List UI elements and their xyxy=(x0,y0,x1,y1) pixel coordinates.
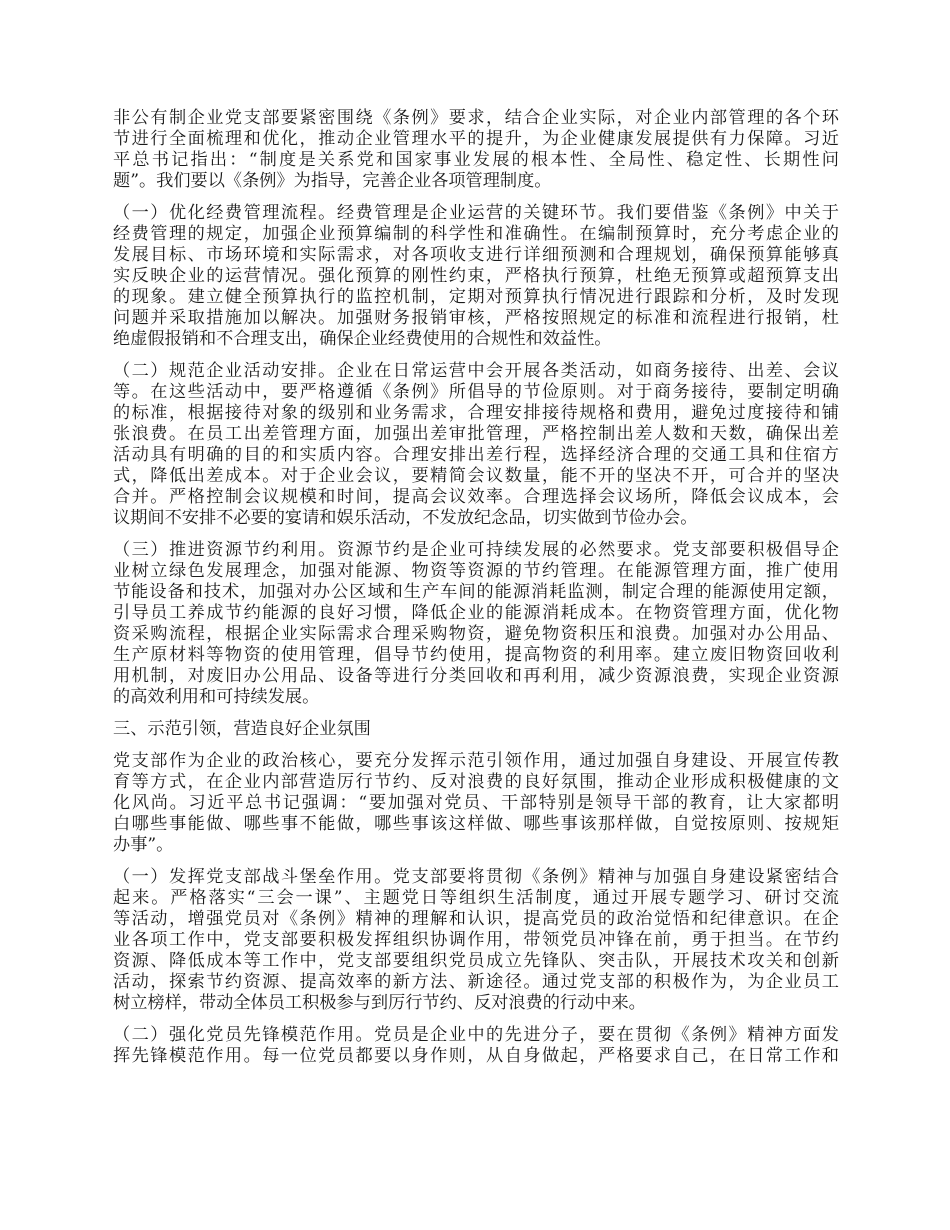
text-line: 实反映企业的运营情况。强化预算的刚性约束，严格执行预算，杜绝无预算或超预算支出 xyxy=(113,266,839,286)
section-heading xyxy=(113,719,839,740)
text-line: 用机制，对废旧办公用品、设备等进行分类回收和再利用，减少资源浪费，实现企业资源 xyxy=(113,666,839,686)
text-line: （一）发挥党支部战斗堡垒作用。党支部要将贯彻《条例》精神与加强自身建设紧密结合 xyxy=(113,867,839,887)
text-line: 引导员工养成节约能源的良好习惯，降低企业的能源消耗成本。在物资管理方面，优化物 xyxy=(113,603,839,623)
text-line: 树立榜样，带动全体员工积极参与到厉行节约、反对浪费的行动中来。 xyxy=(113,993,646,1013)
text-line: 平总书记指出：“制度是关系党和国家事业发展的根本性、全局性、稳定性、长期性问 xyxy=(113,150,839,170)
text-line: 活动，探索节约资源、提高效率的新方法、新途径。通过党支部的积极作为，为企业员工 xyxy=(113,972,839,992)
text-line: 经费管理的规定，加强企业预算编制的科学性和准确性。在编制预算时，充分考虑企业的 xyxy=(113,224,839,244)
text-line: （三）推进资源节约利用。资源节约是企业可持续发展的必然要求。党支部要积极倡导企 xyxy=(113,540,839,560)
text-line: 业树立绿色发展理念，加强对能源、物资等资源的节约管理。在能源管理方面，推广使用 xyxy=(113,561,839,581)
text-line: 发展目标、市场环境和实际需求，对各项收支进行详细预测和合理规划，确保预算能够真 xyxy=(113,245,839,265)
text-line: 绝虚假报销和不合理支出，确保企业经费使用的合规性和效益性。 xyxy=(113,329,612,349)
document-page xyxy=(113,108,839,1078)
text-line: 业各项工作中，党支部要积极发挥组织协调作用，带领党员冲锋在前，勇于担当。在节约 xyxy=(113,930,839,950)
party-branch-role-paragraph xyxy=(113,867,839,1014)
resource-saving-paragraph xyxy=(113,540,839,708)
text-line: 办事”。 xyxy=(113,835,174,855)
text-line: 资采购流程，根据企业实际需求合理采购物资，避免物资积压和浪费。加强对办公用品、 xyxy=(113,624,839,644)
text-line: 挥先锋模范作用。每一位党员都要以身作则，从自身做起，严格要求自己，在日常工作和 xyxy=(113,1046,839,1066)
budget-management-paragraph xyxy=(113,203,839,350)
intro-paragraph xyxy=(113,108,839,192)
text-line: 的高效利用和可持续发展。 xyxy=(113,687,320,707)
text-line: 的标准，根据接待对象的级别和业务需求，合理安排接待规格和费用，避免过度接待和铺 xyxy=(113,403,839,423)
text-line: 生产原材料等物资的使用管理，倡导节约使用，提高物资的利用率。建立废旧物资回收利 xyxy=(113,645,839,665)
text-line: 资源、降低成本等工作中，党支部要组织党员成立先锋队、突击队，开展技术攻关和创新 xyxy=(113,951,839,971)
text-line: 合并。严格控制会议规模和时间，提高会议效率。合理选择会议场所，降低会议成本，会 xyxy=(113,487,839,507)
text-line: 节进行全面梳理和优化，推动企业管理水平的提升，为企业健康发展提供有力保障。习近 xyxy=(113,129,839,149)
text-line: （二）强化党员先锋模范作用。党员是企业中的先进分子，要在贯彻《条例》精神方面发 xyxy=(113,1025,839,1045)
text-line: 张浪费。在员工出差管理方面，加强出差审批管理，严格控制出差人数和天数，确保出差 xyxy=(113,424,839,444)
text-line: 化风尚。习近平总书记强调：“要加强对党员、干部特别是领导干部的教育，让大家都明 xyxy=(113,793,839,813)
text-line: （二）规范企业活动安排。企业在日常运营中会开展各类活动，如商务接待、出差、会议 xyxy=(113,361,839,381)
party-member-role-paragraph xyxy=(113,1025,839,1067)
text-line: 议期间不安排不必要的宴请和娱乐活动，不发放纪念品，切实做到节俭办会。 xyxy=(113,508,698,528)
text-line: 节能设备和技术，加强对办公区域和生产车间的能源消耗监测，制定合理的能源使用定额， xyxy=(113,582,839,602)
text-line: 等活动，增强党员对《条例》精神的理解和认识，提高党员的政治觉悟和纪律意识。在企 xyxy=(113,909,839,929)
text-line: 党支部作为企业的政治核心，要充分发挥示范引领作用，通过加强自身建设、开展宣传教 xyxy=(113,751,839,771)
text-line: 白哪些事能做、哪些事不能做，哪些事该这样做、哪些事该那样做，自觉按原则、按规矩 xyxy=(113,814,839,834)
text-line: 题”。我们要以《条例》为指导，完善企业各项管理制度。 xyxy=(113,171,552,191)
text-line: 非公有制企业党支部要紧密围绕《条例》要求，结合企业实际，对企业内部管理的各个环 xyxy=(113,108,839,128)
text-line: 的现象。建立健全预算执行的监控机制，定期对预算执行情况进行跟踪和分析，及时发现 xyxy=(113,287,839,307)
text-line: （一）优化经费管理流程。经费管理是企业运营的关键环节。我们要借鉴《条例》中关于 xyxy=(113,203,839,223)
text-line: 活动具有明确的目的和实质内容。合理安排出差行程，选择经济合理的交通工具和住宿方 xyxy=(113,445,839,465)
section-intro-paragraph xyxy=(113,751,839,856)
text-line: 等。在这些活动中，要严格遵循《条例》所倡导的节俭原则。对于商务接待，要制定明确 xyxy=(113,382,839,402)
text-line: 育等方式，在企业内部营造厉行节约、反对浪费的良好氛围，推动企业形成积极健康的文 xyxy=(113,772,839,792)
text-line: 问题并采取措施加以解决。加强财务报销审核，严格按照规定的标准和流程进行报销，杜 xyxy=(113,308,839,328)
heading-text: 三、示范引领，营造良好企业氛围 xyxy=(113,719,371,739)
activity-arrangement-paragraph xyxy=(113,361,839,529)
text-line: 起来。严格落实“三会一课”、主题党日等组织生活制度，通过开展专题学习、研讨交流 xyxy=(113,888,839,908)
text-line: 式，降低出差成本。对于企业会议，要精简会议数量，能不开的坚决不开，可合并的坚决 xyxy=(113,466,839,486)
